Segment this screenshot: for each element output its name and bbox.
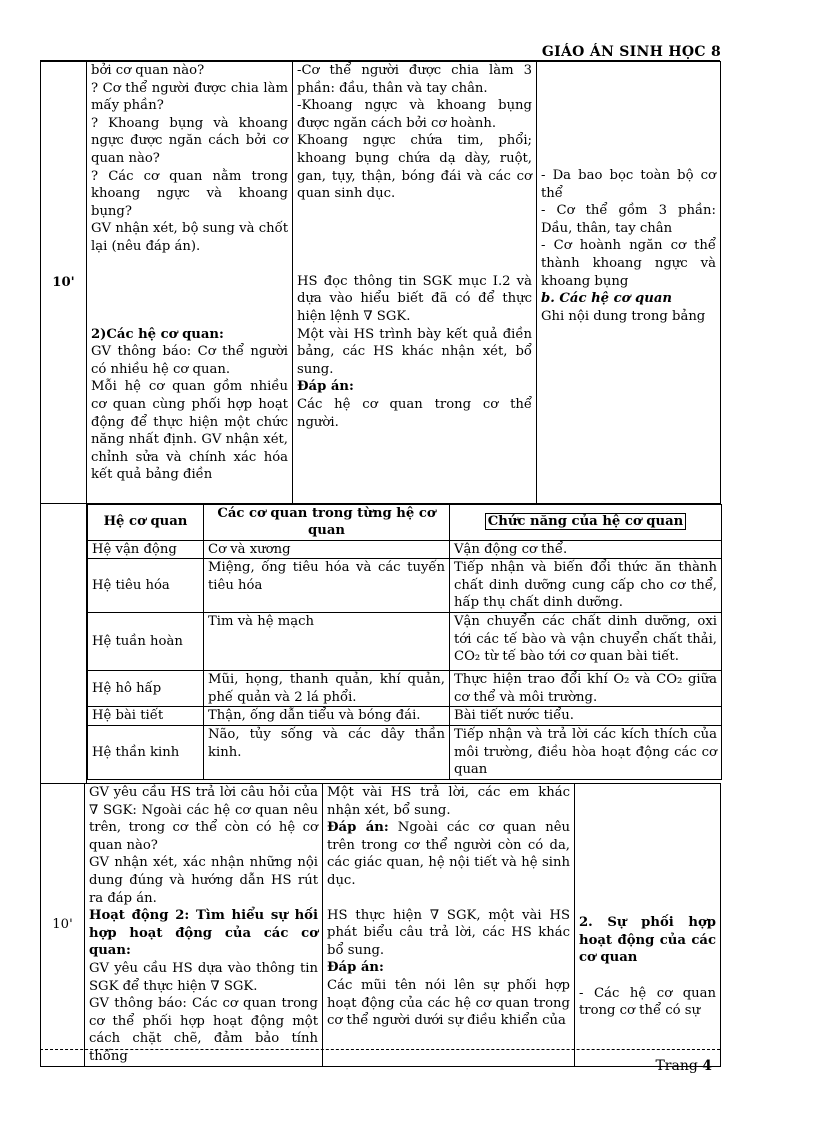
page-header-title: GIÁO ÁN SINH HỌC 8 <box>541 44 721 60</box>
student-answer: Khoang ngực chứa tim, phổi; khoang bụng chứa dạ dày, ruột, gan, tụy, thận, bóng đái và các cơ quan sinh dục. <box>297 133 532 202</box>
system-organs: Cơ và xương <box>204 540 450 559</box>
system-function: Thực hiện trao đổi khí O₂ và CO₂ giữa cơ thể và môi trường. <box>450 671 722 707</box>
teacher-activity-cell <box>87 62 293 504</box>
student-answer: HS đọc thông tin SGK mục I.2 và dựa vào hiểu biết đã có để thực hiện lệnh ∇ SGK. <box>297 273 532 324</box>
activity-heading: Hoạt động 2: Tìm hiểu sự hối hợp hoạt động của các cơ quan: <box>89 908 318 959</box>
system-function: Tiếp nhận và biến đổi thức ăn thành chất dinh dưỡng cung cấp cho cơ thể, hấp thụ chất dinh dưỡng. <box>450 559 722 613</box>
content-item: - Da bao bọc toàn bộ cơ thể <box>541 168 716 201</box>
content-heading: 2. Sự phối hợp hoạt động của các cơ quan <box>579 915 716 966</box>
teacher-text: GV yêu cầu HS trả lời câu hỏi của ∇ SGK: Ngoài các hệ cơ quan nêu trên, trong cơ thể còn có hệ cơ quan nào? <box>89 785 318 853</box>
system-name: Hệ thần kinh <box>88 726 204 780</box>
organ-table-cell <box>87 504 721 784</box>
student-answer: -Khoang ngực và khoang bụng được ngăn cách bởi cơ hoành. <box>297 98 532 131</box>
empty-time-cell <box>41 504 87 784</box>
page-value: 4 <box>702 1058 712 1074</box>
teacher-question: ? Khoang bụng và khoang ngực được ngăn cách bởi cơ quan nào? <box>91 115 288 166</box>
header-organs: Các cơ quan trong từng hệ cơ quan <box>204 504 450 540</box>
organ-systems-table <box>87 504 722 781</box>
header-function <box>450 504 722 540</box>
teacher-info: Mỗi hệ cơ quan gồm nhiều cơ quan cùng phối hợp hoạt động để thực hiện một chức năng nhất định. GV nhận xét, chỉnh sửa và chính xác hóa kết quả bảng điền <box>91 379 288 483</box>
content-item: - Cơ thể gồm 3 phần: Dầu, thân, tay chân <box>541 203 716 236</box>
content-cell <box>537 62 721 504</box>
system-name: Hệ tiêu hóa <box>88 559 204 613</box>
page-number <box>655 1058 712 1074</box>
header-function-text: Chức năng của hệ cơ quan <box>485 513 687 530</box>
organ-systems-wrapper <box>40 503 721 784</box>
student-activity-cell <box>293 62 537 504</box>
system-function: Vận động cơ thể. <box>450 540 722 559</box>
section-heading: 2)Các hệ cơ quan: <box>91 326 224 342</box>
system-name: Hệ hô hấp <box>88 671 204 707</box>
answer-text: Các hệ cơ quan trong cơ thể người. <box>297 396 532 430</box>
system-organs: Thận, ống dẫn tiểu và bóng đái. <box>204 707 450 726</box>
lesson-table-section-1 <box>40 61 721 504</box>
teacher-text: GV yêu cầu HS dựa vào thông tin SGK để thực hiện ∇ SGK. <box>89 960 318 994</box>
content-item: - Cơ hoành ngăn cơ thể thành khoang ngực và khoang bụng <box>541 238 716 289</box>
content-text: - Các hệ cơ quan trong cơ thể có sự <box>579 985 716 1019</box>
teacher-activity-cell <box>85 784 323 1067</box>
teacher-question: GV nhận xét, bộ sung và chốt lại (nêu đáp án). <box>91 221 288 254</box>
footer-rule <box>40 1049 720 1050</box>
teacher-question: ? Cơ thể người được chia làm mấy phần? <box>91 80 288 114</box>
lesson-table-section-2 <box>40 783 721 1067</box>
system-organs: Miệng, ống tiêu hóa và các tuyến tiêu hóa <box>204 559 450 613</box>
teacher-text: GV nhận xét, xác nhận những nội dung đúng và hướng dẫn HS rút ra đáp án. <box>89 855 318 906</box>
teacher-info: GV thông báo: Cơ thể người có nhiều hệ cơ quan. <box>91 344 288 377</box>
system-organs: Não, tủy sống và các dây thần kinh. <box>204 726 450 780</box>
student-text: HS thực hiện ∇ SGK, một vài HS phát biểu câu trả lời, các HS khác bổ sung. <box>327 907 570 958</box>
teacher-question: ? Các cơ quan nằm trong khoang ngực và khoang bụng? <box>91 168 288 219</box>
page-label: Trang <box>655 1058 698 1074</box>
system-organs: Tim và hệ mạch <box>204 613 450 671</box>
system-function: Vận chuyển các chất dinh dưỡng, oxi tới các tế bào và vận chuyển chất thải, CO₂ từ tế bào tới cơ quan bài tiết. <box>450 613 722 671</box>
system-function: Tiếp nhận và trả lời các kích thích của môi trường, điều hòa hoạt động các cơ quan <box>450 726 722 780</box>
answer-label: Đáp án: <box>297 379 354 395</box>
answer-text: Các mũi tên nói lên sự phối hợp hoạt động của các hệ cơ quan trong cơ thể người dưới sự điều khiển của <box>327 977 570 1029</box>
time-cell: 10' <box>41 62 87 504</box>
content-heading: b. Các hệ cơ quan <box>541 291 672 307</box>
content-note: Ghi nội dung trong bảng <box>541 308 706 324</box>
answer-paragraph <box>327 819 570 889</box>
student-answer: Một vài HS trình bày kết quả điền bảng, các HS khác nhận xét, bổ sung. <box>297 326 532 377</box>
header-system: Hệ cơ quan <box>88 504 204 540</box>
system-organs: Mũi, họng, thanh quản, khí quản, phế quản và 2 lá phổi. <box>204 671 450 707</box>
content-cell <box>575 784 721 1067</box>
system-function: Bài tiết nước tiểu. <box>450 707 722 726</box>
answer-label: Đáp án: <box>327 960 384 976</box>
student-text: Một vài HS trả lời, các em khác nhận xét, bổ sung. <box>327 785 570 818</box>
teacher-text: GV thông báo: Các cơ quan trong cơ thể phối hợp hoạt động một cách chặt chẽ, đảm bảo tính thống <box>89 996 318 1064</box>
system-name: Hệ bài tiết <box>88 707 204 726</box>
time-cell: 10' <box>41 784 85 1067</box>
answer-label: Đáp án: <box>327 820 389 836</box>
system-name: Hệ vận động <box>88 540 204 559</box>
student-activity-cell <box>323 784 575 1067</box>
answer-text: Ngoài các cơ quan nêu trên trong cơ thể người còn có da, các giác quan, hệ nội tiết và hệ sinh dục. <box>327 820 570 888</box>
student-answer: -Cơ thể người được chia làm 3 phần: đầu, thân và tay chân. <box>297 63 532 96</box>
teacher-question: bởi cơ quan nào? <box>91 63 205 78</box>
system-name: Hệ tuần hoàn <box>88 613 204 671</box>
